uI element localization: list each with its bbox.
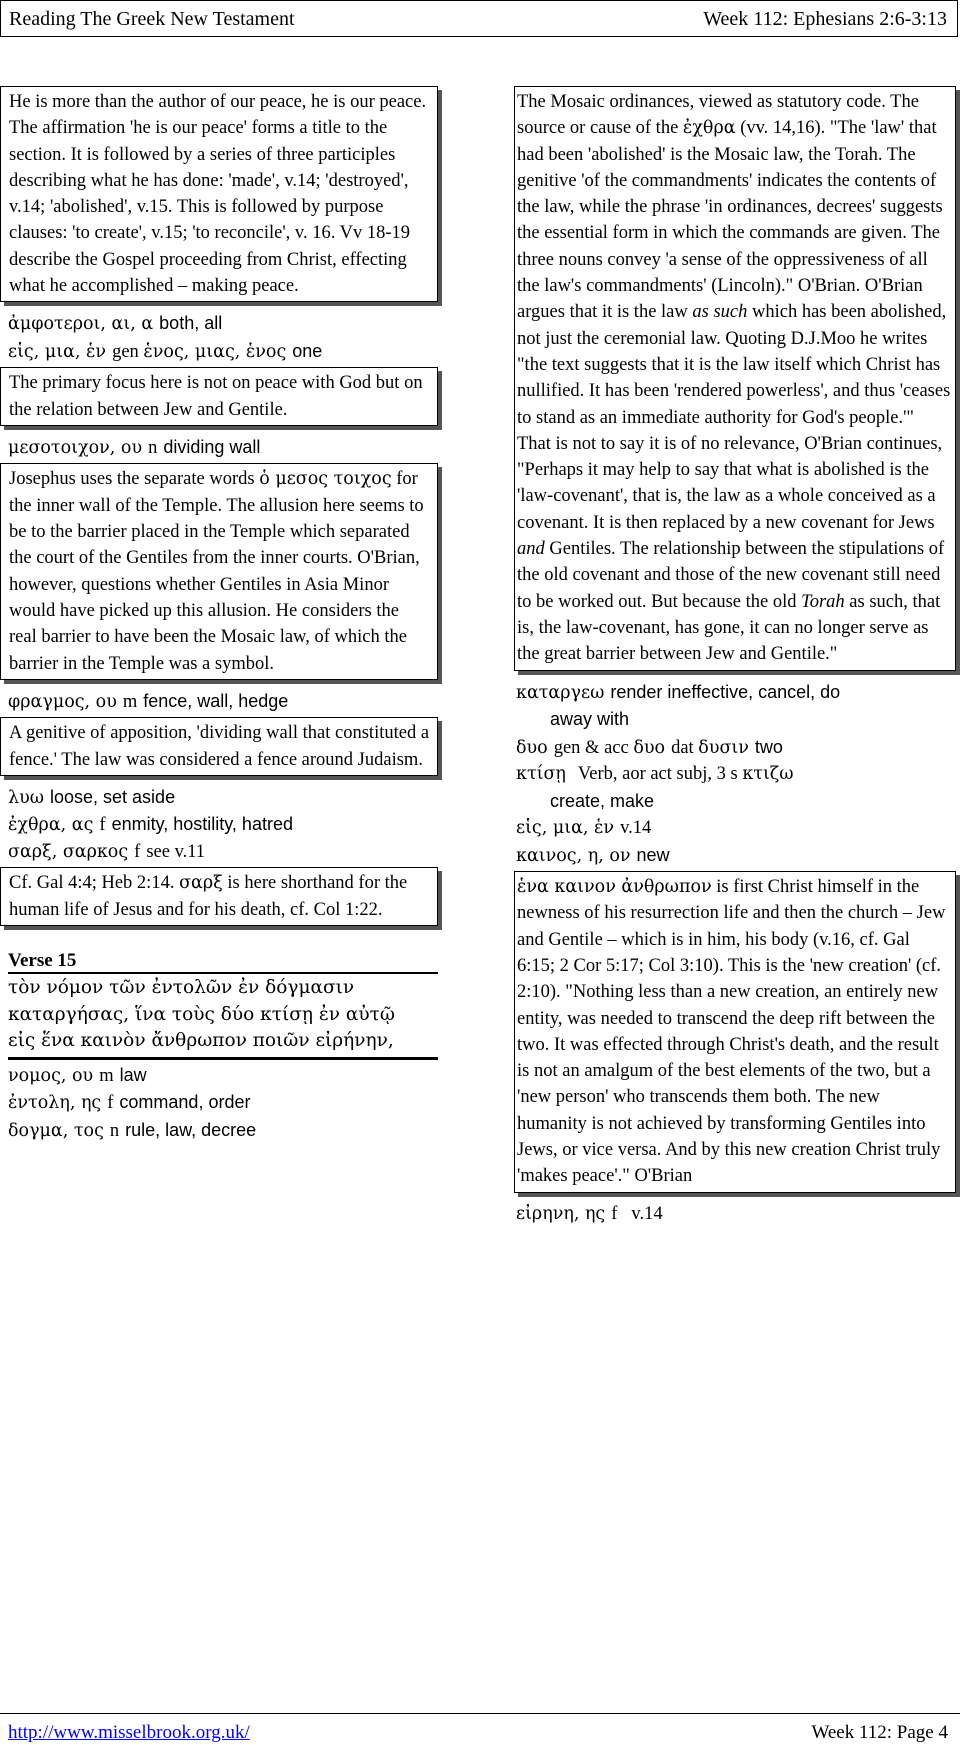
vocab-morph: Verb, aor act subj, 3 s — [577, 764, 738, 785]
vocab-gloss: law — [119, 1064, 147, 1085]
vocab-morph: n — [109, 1120, 120, 1141]
vocab-greek: λυω — [8, 787, 44, 808]
vocab-entry — [8, 839, 438, 866]
vocab-gloss: two — [754, 736, 783, 757]
header-title: Reading The Greek New Testament — [9, 8, 295, 30]
vocab-entry — [8, 688, 438, 716]
note-text-part: as such, that is, the law-covenant, has gone, it can no longer serve as the great barrier between Jew and Gentile." — [517, 591, 941, 665]
note-box-peace — [0, 86, 438, 302]
vocab-gloss: render ineffective, cancel, do — [610, 681, 841, 702]
note-text: A genitive of apposition, 'dividing wall that constituted a fence.' The law was considered a fence around Judaism. — [9, 723, 430, 770]
vocab-greek: καινος, η, ον — [516, 845, 631, 866]
verse-line: καταργήσας, ἵνα τοὺς δύο κτίσῃ ἐν αὐτῷ — [8, 1003, 395, 1025]
note-text-part: is here shorthand for the human life of Jesus and for his death, cf. Col 1:22. — [9, 873, 408, 920]
note-text-part: (vv. 14,16). "The 'law' that had been 'abolished' is the Mosaic law, the Torah. The genitive 'of the commandments' indicates the contents of the law, while the phrase 'in ordinances, decrees' suggests the essential form in which the commands are given. The three nouns convey 'a sense of the oppressiveness of all the law's commandments' (Lincoln)." O'Brian. O'Brian argues that it is the law — [517, 118, 943, 323]
note-box-josephus — [0, 463, 438, 679]
vocab-entry — [516, 842, 956, 870]
vocab-greek: φραγμος, ου — [8, 691, 117, 712]
vocab-morph: f — [99, 815, 106, 836]
vocab-greek: κτιζω — [742, 764, 794, 785]
vocab-morph: f — [611, 1203, 618, 1224]
vocab-morph: f — [134, 841, 141, 862]
vocab-entry — [8, 784, 438, 812]
vocab-gloss: create, make — [550, 790, 655, 811]
note-greek: σαρξ — [179, 873, 223, 894]
vocab-morph: m — [99, 1065, 114, 1086]
verse-line: τὸν νόμον τῶν ἐντολῶν ἐν δόγμασιν — [8, 977, 355, 999]
right-column — [516, 86, 956, 1227]
vocab-gloss: new — [636, 844, 670, 865]
note-text-part: The Mosaic ordinances, viewed as statutory code. The source or cause of the — [517, 92, 919, 139]
vocab-morph: f — [107, 1093, 114, 1114]
vocab-greek: δυσιν — [698, 737, 749, 758]
vocab-greek: εἰρηνη, ης — [516, 1203, 606, 1224]
vocab-entry — [8, 811, 438, 839]
note-greek: ἑνα καινον ἀνθρωπον — [517, 877, 712, 898]
note-text: He is more than the author of our peace, he is our peace. The affirmation 'he is our peace' forms a title to the section. It is followed by a series of three participles describing what he has done: 'made', v.14; 'destroyed', v.14; 'abolished', v.15. This is followed by purpose clauses: 'to create', v.15; 'to reconcile', v. 16. Vv 18-19 describe the Gospel proceeding from Christ, effecting what he accomplished – making peace. — [9, 92, 427, 297]
vocab-gloss: command, order — [119, 1092, 251, 1113]
verse-line: εἰς ἕνα καινὸν ἄνθρωπον ποιῶν εἰρήνην, — [8, 1030, 394, 1052]
note-text-part: Gentiles. The relationship between the stipulations of the old covenant and those of the new covenant still need to be worked out. But because the old — [517, 539, 945, 612]
vocab-entry — [516, 815, 956, 842]
vocab-morph: m — [122, 691, 138, 712]
vocab-greek: δογμα, τος — [8, 1120, 104, 1141]
note-text-part: which has been abolished, not just the ceremonial law. Quoting D.J.Moo he writes "the text suggests that it is the law itself which Christ has nullified. It has been 'rendered powerless', and thus 'ceases to stand as an immediate authority for God's people.'" That is not to say it is of no relevance, O'Brian continues, "Perhaps it may help to say that what is abolished is the 'law-covenant', that is, the law as a whole conceived as a covenant. It is then replaced by a new covenant for Jews — [517, 302, 951, 533]
vocab-gloss: enmity, hostility, hatred — [111, 814, 293, 835]
vocab-gloss: rule, law, decree — [125, 1119, 257, 1140]
vocab-gloss: one — [292, 340, 323, 361]
vocab-morph: n — [148, 437, 158, 458]
vocab-entry — [516, 761, 956, 788]
vocab-entry — [8, 310, 438, 338]
note-box-genitive — [0, 717, 438, 776]
vocab-gloss: away with — [550, 709, 630, 730]
note-text — [517, 874, 951, 1190]
verse-text — [8, 972, 438, 1060]
vocab-entry — [8, 1117, 438, 1145]
note-text-part: is first Christ himself in the newness of his resurrection life and then the church – Jew and Gentile – which is in him, his body (v.16, cf. Gal 6:15; 2 Cor 5:17; Col 3:10). This is the 'new creation' (cf. 2:10). "Nothing less than a new creation, an entirely new entity, was needed to transcend the deep rift between the two. It was effected through Christ's death, and the result is not an amalgum of the best elements of the two, but a 'new person' who transcends them both. The new humanity is not achieved by transforming Gentiles into Jews, or vice versa. And by this new creation Christ truly 'makes peace'." O'Brian — [517, 877, 946, 1187]
vocab-morph: gen & acc — [553, 737, 629, 758]
note-text — [517, 89, 951, 668]
note-italic: and — [517, 539, 545, 560]
note-box-new-man — [514, 871, 956, 1193]
vocab-entry — [8, 338, 438, 366]
note-text-part: for the inner wall of the Temple. The allusion here seems to be to the barrier placed in the Temple which separated the court of the Gentiles from the inner courts. O'Brian, however, questions whether Gentiles in Asia Minor would have picked up this allusion. He considers the real barrier to have been the Mosaic law, of which the barrier in the Temple was a symbol. — [9, 469, 424, 674]
vocab-morph: v.14 — [631, 1203, 663, 1224]
vocab-entry — [516, 679, 956, 707]
footer-page-number: Week 112: Page 4 — [811, 1722, 948, 1743]
vocab-greek: δυο — [516, 737, 548, 758]
note-text-part: Josephus uses the separate words — [9, 469, 260, 490]
note-box-focus — [0, 367, 438, 426]
vocab-greek: εἱς, μια, ἑν — [516, 818, 615, 839]
vocab-gloss: dividing wall — [163, 436, 261, 457]
vocab-gloss: loose, set aside — [50, 786, 176, 807]
vocab-gloss: both, all — [159, 313, 223, 334]
note-text: The primary focus here is not on peace with God but on the relation between Jew and Gentile. — [9, 373, 423, 420]
note-greek: ἐχθρα — [682, 118, 736, 139]
vocab-gloss: fence, wall, hedge — [143, 690, 289, 711]
note-text — [9, 870, 431, 923]
left-column — [8, 86, 438, 1144]
vocab-entry-continued — [516, 706, 956, 734]
note-greek: ὁ μεσος τοιχος — [259, 469, 392, 490]
vocab-entry — [8, 1089, 438, 1117]
vocab-morph: gen — [112, 341, 139, 362]
note-box-mosaic — [514, 86, 956, 671]
vocab-greek: ἐχθρα, ας — [8, 815, 94, 836]
vocab-entry-continued — [516, 788, 956, 816]
vocab-entry — [8, 1062, 438, 1090]
vocab-entry — [516, 1201, 956, 1228]
vocab-entry — [516, 734, 956, 762]
header-week: Week 112: Ephesians 2:6-3:13 — [703, 8, 947, 30]
page-header — [0, 0, 958, 37]
vocab-morph: dat — [671, 737, 694, 758]
vocab-greek: ἀμφοτεροι, αι, α — [8, 314, 154, 335]
vocab-greek: δυο — [633, 737, 666, 758]
vocab-greek: σαρξ, σαρκος — [8, 841, 129, 862]
vocab-greek: νομος, ου — [8, 1065, 94, 1086]
vocab-greek: εἱς, μια, ἑν — [8, 341, 107, 362]
note-text — [9, 466, 431, 676]
vocab-gloss: see v.11 — [146, 841, 206, 862]
vocab-entry — [8, 434, 438, 462]
vocab-greek: ἑνος, μιας, ἑνος — [143, 341, 287, 362]
footer-rule — [0, 1713, 960, 1714]
verse-heading: Verse 15 — [8, 950, 77, 972]
note-box-sarx — [0, 867, 438, 926]
vocab-morph: v.14 — [620, 818, 652, 839]
footer-website-link[interactable]: http://www.misselbrook.org.uk/ — [8, 1722, 250, 1743]
vocab-greek: μεσοτοιχον, ου — [8, 437, 143, 458]
vocab-greek: κτίσῃ — [516, 764, 566, 785]
note-italic: as such — [692, 302, 748, 323]
vocab-greek: ἐντολη, ης — [8, 1093, 102, 1114]
vocab-greek: καταργεω — [516, 682, 605, 703]
note-italic: Torah — [801, 591, 845, 612]
note-text-part: Cf. Gal 4:4; Heb 2:14. — [9, 873, 180, 894]
